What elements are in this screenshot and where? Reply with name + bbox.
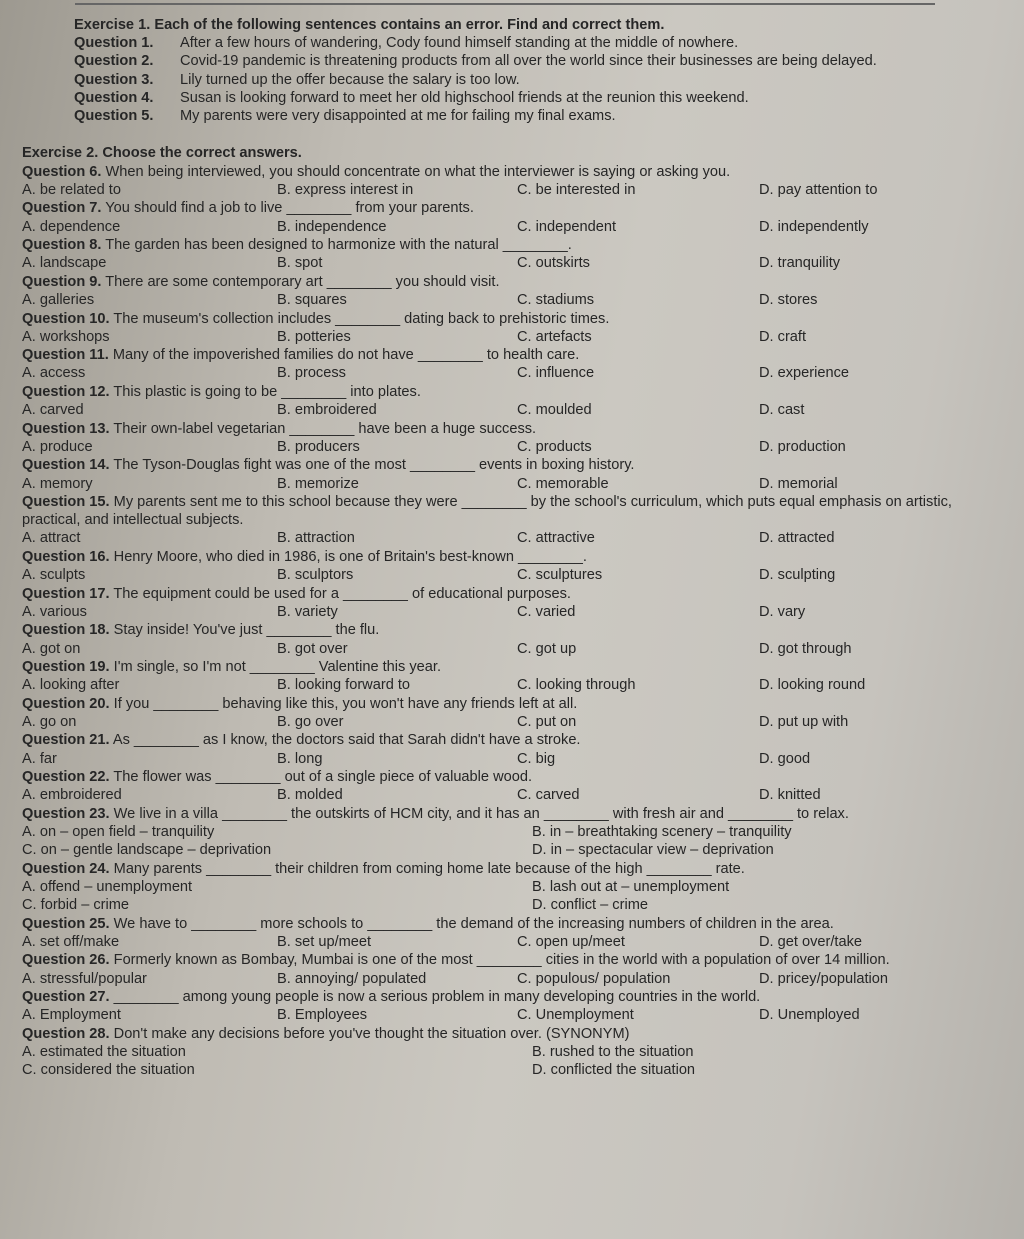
answer-options <box>22 475 1007 493</box>
answer-option[interactable]: C. products <box>517 438 592 455</box>
question-stem <box>22 493 1007 529</box>
exercise-2-title: Exercise 2. Choose the correct answers. <box>22 145 302 162</box>
answer-option[interactable]: B. spot <box>277 255 323 272</box>
exercise-2-question <box>22 658 1007 694</box>
answer-option[interactable]: C. memorable <box>517 475 609 492</box>
answer-option[interactable]: B. looking forward to <box>277 677 411 694</box>
answer-option[interactable]: A. various <box>22 603 87 620</box>
answer-option[interactable]: B. molded <box>277 787 343 804</box>
question-stem <box>22 383 1007 401</box>
question-label: Question 24. <box>22 860 110 877</box>
exercise-2-questions <box>22 163 1007 1080</box>
answer-option[interactable]: D. pay attention to <box>759 181 878 198</box>
answer-option[interactable]: B. Employees <box>277 1007 368 1024</box>
answer-options <box>22 933 1007 951</box>
question-label: Question 18. <box>22 622 110 639</box>
question-stem <box>22 310 1007 328</box>
answer-options <box>22 328 1007 346</box>
question-label: Question 25. <box>22 915 110 932</box>
answer-option[interactable]: D. put up with <box>759 713 849 730</box>
answer-option[interactable]: C. put on <box>517 713 577 730</box>
answer-option[interactable]: C. big <box>517 750 556 767</box>
answer-option[interactable]: D. knitted <box>759 787 821 804</box>
answer-options <box>22 878 1007 896</box>
answer-options <box>22 181 1007 199</box>
exercise-2-question <box>22 493 1007 548</box>
answer-option[interactable]: C. looking through <box>517 677 636 694</box>
exercise-2-question <box>22 621 1007 657</box>
answer-option[interactable]: D. tranquility <box>759 255 841 272</box>
question-stem <box>22 199 1007 217</box>
exercise-2-question <box>22 548 1007 584</box>
question-label: Question 15. <box>22 494 110 511</box>
answer-option[interactable]: B. memorize <box>277 475 359 492</box>
answer-option[interactable]: A. Employment <box>22 1007 121 1024</box>
answer-options <box>22 896 1007 914</box>
question-text: Many of the impoverished families do not have ________ to health care. <box>112 347 580 364</box>
exercise-2-question <box>22 199 1007 235</box>
answer-options <box>22 254 1007 272</box>
answer-option[interactable]: A. attract <box>22 530 81 547</box>
question-text: My parents were very disappointed at me for failing my final exams. <box>180 108 616 125</box>
answer-option[interactable]: A. workshops <box>22 328 110 345</box>
question-text: Don't make any decisions before you've thought the situation over. (SYNONYM) <box>113 1025 630 1042</box>
question-label: Question 1. <box>74 35 154 52</box>
question-text: When being interviewed, you should concentrate on what the interviewer is saying or asking you. <box>105 163 731 180</box>
answer-option[interactable]: A. estimated the situation <box>22 1044 186 1060</box>
question-stem <box>22 768 1007 786</box>
answer-option[interactable]: C. open up/meet <box>517 933 625 950</box>
answer-option[interactable]: C. influence <box>517 365 595 382</box>
question-text: After a few hours of wandering, Cody found himself standing at the middle of nowhere. <box>180 35 739 52</box>
answer-option[interactable]: A. carved <box>22 402 84 419</box>
answer-option[interactable]: A. offend – unemployment <box>22 878 193 895</box>
answer-option[interactable]: A. dependence <box>22 218 121 235</box>
question-text: The garden has been designed to harmonize with the natural ________. <box>105 237 572 254</box>
question-text: Many parents ________ their children from coming home late because of the high ________ rate. <box>113 860 745 877</box>
exercise-2-question <box>22 1025 1007 1080</box>
question-label: Question 17. <box>22 585 110 602</box>
question-stem <box>22 621 1007 639</box>
question-text: Lily turned up the offer because the salary is too low. <box>180 71 520 88</box>
answer-option[interactable]: C. populous/ population <box>517 970 671 987</box>
exercise-2-question <box>22 805 1007 860</box>
answer-option[interactable]: C. forbid – crime <box>22 897 130 914</box>
question-label: Question 22. <box>22 769 110 786</box>
answer-option[interactable]: D. good <box>759 750 811 767</box>
answer-option[interactable]: C. considered the situation <box>22 1062 195 1079</box>
question-label: Question 21. <box>22 732 110 749</box>
exercise-2-question <box>22 915 1007 951</box>
question-stem <box>22 951 1007 969</box>
question-text: ________ among young people is now a serious problem in many developing countries in the world. <box>113 989 761 1006</box>
answer-option[interactable]: D. stores <box>759 292 818 309</box>
question-text: The flower was ________ out of a single piece of valuable wood. <box>113 769 533 786</box>
question-label: Question 10. <box>22 310 110 327</box>
question-label: Question 5. <box>74 108 154 125</box>
answer-option[interactable]: C. carved <box>517 787 580 804</box>
answer-option[interactable]: C. on – gentle landscape – deprivation <box>22 842 272 859</box>
answer-option[interactable]: B. go over <box>277 713 344 730</box>
question-text: As ________ as I know, the doctors said that Sarah didn't have a stroke. <box>112 732 581 749</box>
answer-option[interactable]: B. sculptors <box>277 567 354 584</box>
question-label: Question 20. <box>22 695 110 712</box>
exercise-2-question <box>22 236 1007 272</box>
answer-option[interactable]: D. in – spectacular view – deprivation <box>532 842 774 859</box>
answer-option[interactable]: A. produce <box>22 438 93 455</box>
answer-option[interactable]: C. attractive <box>517 530 595 547</box>
question-text: The museum's collection includes ________ dating back to prehistoric times. <box>113 310 610 327</box>
answer-option[interactable]: B. independence <box>277 218 387 235</box>
answer-option[interactable]: A. far <box>22 750 57 767</box>
question-stem <box>22 420 1007 438</box>
answer-options <box>22 529 1007 547</box>
question-label: Question 23. <box>22 805 110 822</box>
answer-option[interactable]: B. squares <box>277 292 347 309</box>
exercise-2-question <box>22 163 1007 199</box>
answer-option[interactable]: D. looking round <box>759 677 866 694</box>
answer-option[interactable]: B. attraction <box>277 530 355 547</box>
question-label: Question 11. <box>22 347 109 364</box>
question-text: We have to ________ more schools to ________ the demand of the increasing numbers of children in the area. <box>113 915 834 932</box>
question-label: Question 9. <box>22 273 102 290</box>
question-text: Covid-19 pandemic is threatening products from all over the world since their businesses are being delayed. <box>180 53 877 70</box>
exercise-2-question <box>22 273 1007 309</box>
question-label: Question 12. <box>22 383 110 400</box>
answer-option[interactable]: B. set up/meet <box>277 933 372 950</box>
answer-option[interactable]: D. Unemployed <box>759 1007 860 1024</box>
question-label: Question 3. <box>74 71 154 88</box>
answer-option[interactable]: D. get over/take <box>759 933 863 950</box>
answer-option[interactable]: B. embroidered <box>277 402 377 419</box>
question-text: Stay inside! You've just ________ the flu. <box>113 622 380 639</box>
exercise-2-question <box>22 346 1007 382</box>
answer-option[interactable]: A. on – open field – tranquility <box>22 824 215 841</box>
answer-option[interactable]: D. craft <box>759 328 807 345</box>
question-label: Question 6. <box>22 163 102 180</box>
question-text: My parents sent me to this school because they were ________ by the school's curriculum, which puts equal emphasis on artistic, practical, and intellectual subjects. <box>22 494 952 529</box>
question-text: The equipment could be used for a ________ of educational purposes. <box>113 585 571 602</box>
exercise-2-question <box>22 420 1007 456</box>
question-stem <box>22 658 1007 676</box>
question-text: Formerly known as Bombay, Mumbai is one of the most ________ cities in the world with a population of over 14 million. <box>113 952 890 969</box>
answer-option[interactable]: B. variety <box>277 603 338 620</box>
spacer <box>22 125 1007 144</box>
question-stem <box>22 585 1007 603</box>
exercise-1-question <box>74 34 1007 52</box>
question-label: Question 8. <box>22 237 102 254</box>
exercise-1-question <box>74 52 1007 70</box>
question-label: Question 4. <box>74 89 154 106</box>
answer-option[interactable]: C. sculptures <box>517 567 603 584</box>
answer-option[interactable]: C. Unemployment <box>517 1007 634 1024</box>
exercise-2-question <box>22 731 1007 767</box>
answer-option[interactable]: A. memory <box>22 475 93 492</box>
top-rule <box>75 3 935 5</box>
answer-option[interactable]: D. conflict – crime <box>532 897 648 914</box>
answer-option[interactable]: A. set off/make <box>22 933 120 950</box>
exercise-2-question <box>22 988 1007 1024</box>
question-label: Question 28. <box>22 1025 110 1042</box>
answer-option[interactable]: C. varied <box>517 603 576 620</box>
answer-option[interactable]: B. rushed to the situation <box>532 1044 694 1060</box>
answer-options <box>22 566 1007 584</box>
answer-option[interactable]: A. landscape <box>22 255 107 272</box>
answer-option[interactable]: D. conflicted the situation <box>532 1062 696 1079</box>
exercise-2-question <box>22 695 1007 731</box>
answer-option[interactable]: B. express interest in <box>277 181 414 198</box>
answer-option[interactable]: C. be interested in <box>517 181 636 198</box>
answer-options <box>22 1061 1007 1079</box>
question-stem <box>22 695 1007 713</box>
answer-option[interactable]: A. stressful/popular <box>22 970 147 987</box>
answer-option[interactable]: D. pricey/population <box>759 970 888 987</box>
answer-options <box>22 841 1007 859</box>
answer-option[interactable]: C. independent <box>517 218 616 235</box>
question-text: The Tyson-Douglas fight was one of the most ________ events in boxing history. <box>113 457 635 474</box>
question-stem <box>22 273 1007 291</box>
exercise-1-title: Exercise 1. Each of the following sentences contains an error. Find and correct them. <box>74 17 665 33</box>
answer-options <box>22 713 1007 731</box>
question-text: Susan is looking forward to meet her old highschool friends at the reunion this weekend. <box>180 89 749 106</box>
answer-option[interactable]: C. artefacts <box>517 328 592 345</box>
question-stem <box>22 915 1007 933</box>
answer-option[interactable]: B. potteries <box>277 328 351 345</box>
answer-options <box>22 750 1007 768</box>
answer-option[interactable]: A. embroidered <box>22 787 122 804</box>
question-stem <box>22 805 1007 823</box>
question-stem <box>22 456 1007 474</box>
answer-options <box>22 640 1007 658</box>
question-stem <box>22 346 1007 364</box>
question-stem <box>22 860 1007 878</box>
question-label: Question 26. <box>22 952 110 969</box>
question-stem <box>22 236 1007 254</box>
question-stem <box>22 548 1007 566</box>
exercise-2-question <box>22 860 1007 915</box>
answer-option[interactable]: D. independently <box>759 218 869 235</box>
question-text: Their own-label vegetarian ________ have been a huge success. <box>113 420 537 437</box>
answer-option[interactable]: B. in – breathtaking scenery – tranquility <box>532 824 792 841</box>
question-text: There are some contemporary art ________ you should visit. <box>105 273 500 290</box>
question-text: We live in a villa ________ the outskirts of HCM city, and it has an ________ with fresh air and ________ to relax. <box>113 805 849 822</box>
question-text: Henry Moore, who died in 1986, is one of Britain's best-known ________. <box>113 548 587 565</box>
exercise-2-question <box>22 383 1007 419</box>
answer-option[interactable]: C. outskirts <box>517 255 590 272</box>
exercise-1 <box>22 16 1007 125</box>
answer-options <box>22 786 1007 804</box>
answer-option[interactable]: D. production <box>759 438 846 455</box>
answer-options <box>22 438 1007 456</box>
answer-option[interactable]: B. annoying/ populated <box>277 970 427 987</box>
exercise-2-question <box>22 585 1007 621</box>
answer-option[interactable]: D. memorial <box>759 475 838 492</box>
answer-option[interactable]: B. process <box>277 365 346 382</box>
question-label: Question 2. <box>74 53 154 70</box>
question-text: I'm single, so I'm not ________ Valentine this year. <box>113 659 442 676</box>
question-label: Question 13. <box>22 420 110 437</box>
answer-options <box>22 603 1007 621</box>
answer-option[interactable]: A. looking after <box>22 677 120 694</box>
question-label: Question 27. <box>22 989 110 1006</box>
answer-option[interactable]: C. moulded <box>517 402 592 419</box>
answer-options <box>22 1043 1007 1061</box>
answer-options <box>22 676 1007 694</box>
answer-option[interactable]: A. go on <box>22 713 77 730</box>
question-stem <box>22 163 1007 181</box>
exercise-2-question <box>22 456 1007 492</box>
worksheet-content <box>22 16 1007 1079</box>
answer-options <box>22 970 1007 988</box>
question-text: You should find a job to live ________ from your parents. <box>105 200 474 217</box>
question-label: Question 14. <box>22 457 110 474</box>
exercise-2-question <box>22 310 1007 346</box>
question-text: This plastic is going to be ________ into plates. <box>113 383 421 400</box>
answer-options <box>22 218 1007 236</box>
answer-option[interactable]: D. experience <box>759 365 850 382</box>
answer-option[interactable]: D. attracted <box>759 530 835 547</box>
answer-options <box>22 823 1007 841</box>
question-stem <box>22 1025 1007 1043</box>
answer-option[interactable]: A. be related to <box>22 181 121 198</box>
answer-option[interactable]: B. got over <box>277 640 348 657</box>
answer-option[interactable]: C. got up <box>517 640 577 657</box>
answer-option[interactable]: A. galleries <box>22 292 95 309</box>
exercise-1-question <box>74 71 1007 89</box>
exercise-2-question <box>22 768 1007 804</box>
question-stem <box>22 731 1007 749</box>
question-label: Question 19. <box>22 659 110 676</box>
question-text: If you ________ behaving like this, you won't have any friends left at all. <box>113 695 578 712</box>
answer-option[interactable]: B. long <box>277 750 323 767</box>
answer-options <box>22 1006 1007 1024</box>
question-stem <box>22 988 1007 1006</box>
answer-option[interactable]: A. got on <box>22 640 81 657</box>
answer-option[interactable]: D. got through <box>759 640 852 657</box>
exercise-2 <box>22 144 1007 1079</box>
exercise-1-questions <box>74 34 1007 125</box>
answer-option[interactable]: B. producers <box>277 438 360 455</box>
answer-option[interactable]: A. sculpts <box>22 567 86 584</box>
exercise-1-question <box>74 107 1007 125</box>
question-label: Question 16. <box>22 548 110 565</box>
answer-options <box>22 291 1007 309</box>
question-label: Question 7. <box>22 200 102 217</box>
exercise-2-question <box>22 951 1007 987</box>
answer-option[interactable]: D. sculpting <box>759 567 836 584</box>
answer-option[interactable]: C. stadiums <box>517 292 595 309</box>
answer-option[interactable]: D. cast <box>759 402 805 419</box>
exercise-1-question <box>74 89 1007 107</box>
answer-options <box>22 364 1007 382</box>
answer-option[interactable]: A. access <box>22 365 86 382</box>
answer-options <box>22 401 1007 419</box>
answer-option[interactable]: B. lash out at – unemployment <box>532 878 730 895</box>
answer-option[interactable]: D. vary <box>759 603 806 620</box>
